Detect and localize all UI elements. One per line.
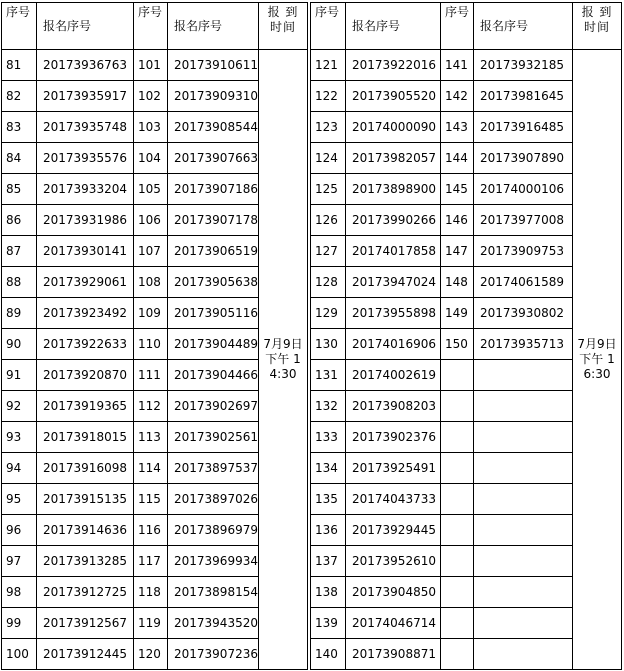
seq-cell: 130 [311, 329, 346, 360]
reg-number-cell: 20173922633 [37, 329, 134, 360]
table-row [2, 360, 622, 391]
reg-number-cell [474, 608, 573, 639]
seq-cell: 118 [134, 577, 168, 608]
seq-cell: 120 [134, 639, 168, 670]
table-row [2, 422, 622, 453]
seq-cell: 139 [311, 608, 346, 639]
reg-number-cell: 20173929061 [37, 267, 134, 298]
table-row [2, 577, 622, 608]
seq-cell: 94 [2, 453, 37, 484]
table-row [2, 205, 622, 236]
reg-number-cell: 20173923492 [37, 298, 134, 329]
seq-cell: 150 [441, 329, 474, 360]
seq-cell: 147 [441, 236, 474, 267]
reg-number-cell [474, 453, 573, 484]
seq-cell: 124 [311, 143, 346, 174]
reg-number-cell [474, 546, 573, 577]
seq-cell: 97 [2, 546, 37, 577]
reg-number-cell: 20173909753 [474, 236, 573, 267]
reg-number-cell: 20173898900 [346, 174, 441, 205]
seq-cell: 102 [134, 81, 168, 112]
seq-cell: 146 [441, 205, 474, 236]
table-row [2, 81, 622, 112]
seq-cell: 128 [311, 267, 346, 298]
seq-cell: 121 [311, 50, 346, 81]
reg-number-cell: 20173936763 [37, 50, 134, 81]
table-row [2, 267, 622, 298]
reg-number-cell: 20173915135 [37, 484, 134, 515]
seq-cell: 95 [2, 484, 37, 515]
table-row [2, 639, 622, 670]
header-seq: 序号 [441, 3, 474, 50]
seq-cell: 90 [2, 329, 37, 360]
seq-cell: 125 [311, 174, 346, 205]
seq-cell: 144 [441, 143, 474, 174]
reg-number-cell: 20174061589 [474, 267, 573, 298]
reg-number-cell: 20173969934 [168, 546, 259, 577]
reg-number-cell: 20173931986 [37, 205, 134, 236]
seq-cell: 106 [134, 205, 168, 236]
report-time-cell: 7月9日 下午 16:30 [573, 50, 622, 670]
reg-number-cell: 20173922016 [346, 50, 441, 81]
table-row [2, 298, 622, 329]
reg-number-cell [474, 360, 573, 391]
seq-cell: 131 [311, 360, 346, 391]
reg-number-cell: 20173935917 [37, 81, 134, 112]
reg-number-cell: 20173981645 [474, 81, 573, 112]
reg-number-cell: 20173908544 [168, 112, 259, 143]
reg-number-cell: 20174016906 [346, 329, 441, 360]
reg-number-cell: 20173906519 [168, 236, 259, 267]
seq-cell: 122 [311, 81, 346, 112]
reg-number-cell: 20173918015 [37, 422, 134, 453]
reg-number-cell: 20173908203 [346, 391, 441, 422]
reg-number-cell: 20173902376 [346, 422, 441, 453]
seq-cell: 129 [311, 298, 346, 329]
reg-number-cell: 20173910611 [168, 50, 259, 81]
seq-cell: 109 [134, 298, 168, 329]
seq-cell: 107 [134, 236, 168, 267]
reg-number-cell [474, 515, 573, 546]
reg-number-cell: 20173907663 [168, 143, 259, 174]
reg-number-cell: 20173916098 [37, 453, 134, 484]
reg-number-cell: 20173896979 [168, 515, 259, 546]
reg-number-cell: 20173982057 [346, 143, 441, 174]
reg-number-cell: 20173990266 [346, 205, 441, 236]
header-reg: 报名序号 [474, 3, 573, 50]
seq-cell [441, 360, 474, 391]
reg-number-cell: 20173904850 [346, 577, 441, 608]
seq-cell: 103 [134, 112, 168, 143]
reg-number-cell: 20174000106 [474, 174, 573, 205]
seq-cell [441, 546, 474, 577]
seq-cell: 88 [2, 267, 37, 298]
seq-cell: 149 [441, 298, 474, 329]
table-row [2, 174, 622, 205]
reg-number-cell: 20173935576 [37, 143, 134, 174]
reg-number-cell [474, 639, 573, 670]
table-row [2, 50, 622, 81]
reg-number-cell [474, 422, 573, 453]
table-row [2, 236, 622, 267]
seq-cell: 123 [311, 112, 346, 143]
table-row [2, 453, 622, 484]
reg-number-cell: 20173943520 [168, 608, 259, 639]
header-seq: 序号 [134, 3, 168, 50]
seq-cell: 141 [441, 50, 474, 81]
reg-number-cell: 20173930141 [37, 236, 134, 267]
header-seq: 序号 [311, 3, 346, 50]
reg-number-cell: 20173929445 [346, 515, 441, 546]
seq-cell: 127 [311, 236, 346, 267]
seq-cell: 89 [2, 298, 37, 329]
reg-number-cell: 20174000090 [346, 112, 441, 143]
seq-cell: 85 [2, 174, 37, 205]
reg-number-cell: 20173914636 [37, 515, 134, 546]
seq-cell: 133 [311, 422, 346, 453]
table-row [2, 484, 622, 515]
table-row [2, 608, 622, 639]
seq-cell: 100 [2, 639, 37, 670]
header-reg: 报名序号 [168, 3, 259, 50]
reg-number-cell: 20173907186 [168, 174, 259, 205]
seq-cell: 82 [2, 81, 37, 112]
seq-cell: 116 [134, 515, 168, 546]
table-row [2, 391, 622, 422]
seq-cell: 110 [134, 329, 168, 360]
header-row [2, 3, 622, 50]
header-reg: 报名序号 [346, 3, 441, 50]
seq-cell [441, 391, 474, 422]
reg-number-cell: 20173920870 [37, 360, 134, 391]
reg-number-cell: 20173904466 [168, 360, 259, 391]
reg-number-cell: 20173905116 [168, 298, 259, 329]
registration-table [1, 2, 622, 670]
reg-number-cell: 20173907890 [474, 143, 573, 174]
seq-cell: 115 [134, 484, 168, 515]
reg-number-cell: 20173907178 [168, 205, 259, 236]
seq-cell: 101 [134, 50, 168, 81]
reg-number-cell: 20173932185 [474, 50, 573, 81]
table-row [2, 329, 622, 360]
reg-number-cell: 20173902697 [168, 391, 259, 422]
seq-cell: 126 [311, 205, 346, 236]
reg-number-cell: 20173925491 [346, 453, 441, 484]
reg-number-cell: 20173977008 [474, 205, 573, 236]
reg-number-cell: 20173930802 [474, 298, 573, 329]
header-time: 报 到 时间 [259, 3, 308, 50]
reg-number-cell: 20173898154 [168, 577, 259, 608]
seq-cell: 113 [134, 422, 168, 453]
seq-cell: 119 [134, 608, 168, 639]
seq-cell: 104 [134, 143, 168, 174]
seq-cell: 92 [2, 391, 37, 422]
seq-cell: 99 [2, 608, 37, 639]
reg-number-cell: 20173952610 [346, 546, 441, 577]
reg-number-cell: 20173907236 [168, 639, 259, 670]
seq-cell [441, 639, 474, 670]
reg-number-cell: 20173947024 [346, 267, 441, 298]
reg-number-cell: 20174017858 [346, 236, 441, 267]
reg-number-cell: 20173909310 [168, 81, 259, 112]
header-seq: 序号 [2, 3, 37, 50]
reg-number-cell: 20173912567 [37, 608, 134, 639]
table-row [2, 143, 622, 174]
seq-cell: 135 [311, 484, 346, 515]
seq-cell: 134 [311, 453, 346, 484]
seq-cell: 138 [311, 577, 346, 608]
seq-cell: 98 [2, 577, 37, 608]
reg-number-cell: 20173908871 [346, 639, 441, 670]
reg-number-cell: 20173912445 [37, 639, 134, 670]
seq-cell: 81 [2, 50, 37, 81]
header-reg: 报名序号 [37, 3, 134, 50]
reg-number-cell: 20173935713 [474, 329, 573, 360]
seq-cell: 137 [311, 546, 346, 577]
header-time: 报 到 时间 [573, 3, 622, 50]
seq-cell: 136 [311, 515, 346, 546]
reg-number-cell: 20173913285 [37, 546, 134, 577]
reg-number-cell [474, 577, 573, 608]
reg-number-cell: 20173897026 [168, 484, 259, 515]
reg-number-cell: 20173912725 [37, 577, 134, 608]
report-time-cell: 7月9日 下午 14:30 [259, 50, 308, 670]
seq-cell: 108 [134, 267, 168, 298]
seq-cell: 84 [2, 143, 37, 174]
seq-cell: 140 [311, 639, 346, 670]
seq-cell: 111 [134, 360, 168, 391]
reg-number-cell: 20173919365 [37, 391, 134, 422]
reg-number-cell: 20173955898 [346, 298, 441, 329]
seq-cell [441, 515, 474, 546]
reg-number-cell: 20173935748 [37, 112, 134, 143]
reg-number-cell: 20174046714 [346, 608, 441, 639]
table-row [2, 515, 622, 546]
reg-number-cell: 20174002619 [346, 360, 441, 391]
seq-cell: 86 [2, 205, 37, 236]
seq-cell: 83 [2, 112, 37, 143]
seq-cell: 96 [2, 515, 37, 546]
seq-cell [441, 422, 474, 453]
table-row [2, 546, 622, 577]
seq-cell: 114 [134, 453, 168, 484]
reg-number-cell: 20174043733 [346, 484, 441, 515]
seq-cell [441, 577, 474, 608]
seq-cell: 142 [441, 81, 474, 112]
seq-cell: 117 [134, 546, 168, 577]
reg-number-cell: 20173905520 [346, 81, 441, 112]
seq-cell [441, 484, 474, 515]
reg-number-cell: 20173904489 [168, 329, 259, 360]
seq-cell: 143 [441, 112, 474, 143]
seq-cell: 148 [441, 267, 474, 298]
seq-cell: 132 [311, 391, 346, 422]
reg-number-cell: 20173933204 [37, 174, 134, 205]
reg-number-cell [474, 484, 573, 515]
seq-cell [441, 608, 474, 639]
seq-cell: 93 [2, 422, 37, 453]
seq-cell: 145 [441, 174, 474, 205]
reg-number-cell [474, 391, 573, 422]
seq-cell: 105 [134, 174, 168, 205]
table-row [2, 112, 622, 143]
seq-cell: 112 [134, 391, 168, 422]
seq-cell: 87 [2, 236, 37, 267]
reg-number-cell: 20173905638 [168, 267, 259, 298]
seq-cell [441, 453, 474, 484]
reg-number-cell: 20173902561 [168, 422, 259, 453]
seq-cell: 91 [2, 360, 37, 391]
reg-number-cell: 20173916485 [474, 112, 573, 143]
reg-number-cell: 20173897537 [168, 453, 259, 484]
